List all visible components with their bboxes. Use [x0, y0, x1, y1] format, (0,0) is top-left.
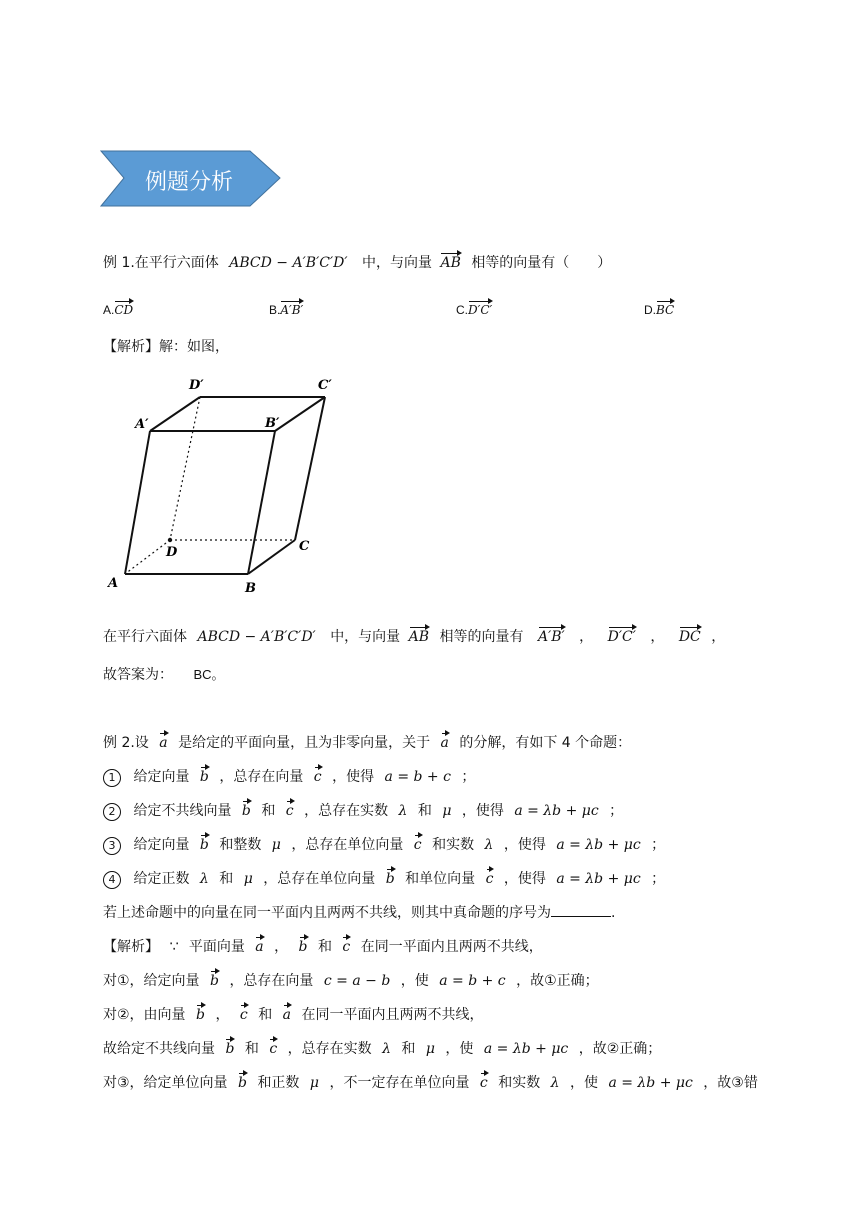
option-c[interactable]: C.D′C′: [456, 300, 492, 317]
ex1-question: 例 1.在平行六面体 ABCD − A′B′C′D′ 中，与向量 AB 相等的向量有（ ）: [103, 252, 611, 272]
ex2-analysis-line2: 对①，给定向量 b ，总存在向量 c = a − b ，使 a = b + c ，故①正确；: [103, 970, 599, 990]
ex2-analysis-line5: 对③，给定单位向量 b 和正数 μ ，不一定存在单位向量 c 和实数 λ ，使 a = λb + μc ，故③错: [103, 1072, 758, 1092]
parallelepiped-figure: [100, 370, 340, 595]
ex2-analysis-line4: 故给定不共线向量 b 和 c ，总存在实数 λ 和 μ ，使 a = λb + μc ，故②正确；: [103, 1038, 661, 1058]
label-d: D: [166, 545, 178, 560]
option-b[interactable]: B.A′B′: [269, 300, 303, 317]
ex2-intro: 例 2.设 a 是给定的平面向量，且为非零向量，关于 a 的分解，有如下 4 个命题：: [103, 732, 631, 752]
ex1-answer: 故答案为： BC。: [103, 667, 225, 683]
label-b: B: [245, 581, 256, 595]
ex2-question: 若上述命题中的向量在同一平面内且两两不共线，则其中真命题的序号为 .: [103, 905, 616, 921]
label-c: C: [299, 539, 310, 554]
ex1-analysis-lead: 【解析】解：如图，: [103, 339, 229, 355]
proposition-2: 2 给定不共线向量 b 和 c ，总存在实数 λ 和 μ ，使得 a = λb + μc ；: [103, 800, 623, 821]
section-title: 例题分析: [145, 170, 234, 195]
label-d1: D′: [189, 378, 204, 393]
proposition-4: 4 给定正数 λ 和 μ ，总存在单位向量 b 和单位向量 c ，使得 a = λb + μc ；: [103, 868, 665, 889]
proposition-1: 1 给定向量 b ，总存在向量 c ，使得 a = b + c ；: [103, 766, 475, 787]
ex1-result: 在平行六面体 ABCD − A′B′C′D′ 中，与向量 AB 相等的向量有 A′B′ ， D′C′ ， DC ，: [103, 626, 725, 646]
answer-blank[interactable]: [551, 903, 611, 917]
label-a: A: [108, 576, 119, 591]
proposition-3: 3 给定向量 b 和整数 μ ，总存在单位向量 c 和实数 λ ，使得 a = λb + μc ；: [103, 834, 665, 855]
label-c1: C′: [318, 378, 332, 393]
option-a[interactable]: A.CD: [103, 300, 133, 317]
ex2-analysis-line3: 对②，由向量 b ， c 和 a 在同一平面内且两两不共线，: [103, 1004, 483, 1024]
label-b1: B′: [265, 416, 280, 431]
option-d[interactable]: D.BC: [644, 300, 674, 317]
label-a1: A′: [135, 417, 149, 432]
ex2-analysis-line1: 【解析】 ∵ 平面向量 a ， b 和 c 在同一平面内且两两不共线，: [103, 936, 543, 956]
